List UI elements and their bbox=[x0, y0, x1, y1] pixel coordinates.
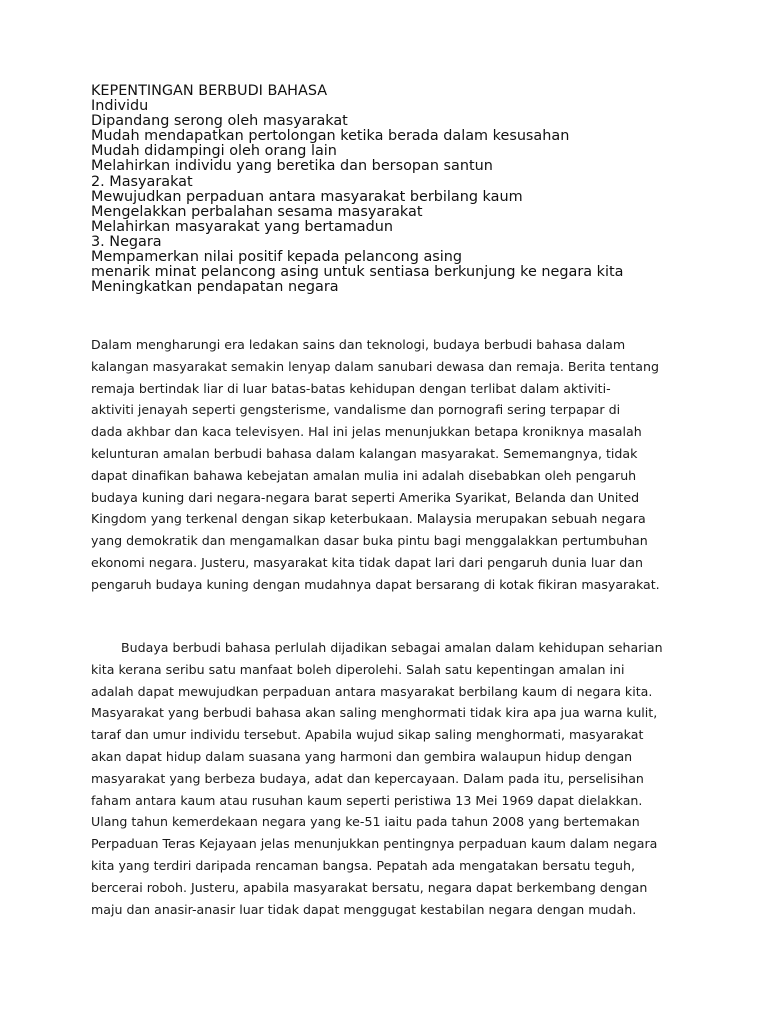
paragraph-line: masyarakat yang berbeza budaya, adat dan kepercayaan. Dalam pada itu, perselisihan bbox=[91, 770, 644, 786]
paragraph-line: ekonomi negara. Justeru, masyarakat kita tidak dapat lari dari pengaruh dunia luar dan bbox=[91, 554, 643, 570]
paragraph-line: Masyarakat yang berbudi bahasa akan saling menghormati tidak kira apa jua warna kulit, bbox=[91, 705, 658, 721]
paragraph-line: bercerai roboh. Justeru, apabila masyarakat bersatu, negara dapat berkembang dengan bbox=[91, 879, 648, 895]
paragraph-line: faham antara kaum atau rusuhan kaum seperti peristiwa 13 Mei 1969 dapat dielakkan. bbox=[91, 792, 643, 808]
paragraph-line: Kingdom yang terkenal dengan sikap keterbukaan. Malaysia merupakan sebuah negara bbox=[91, 511, 646, 527]
paragraph-1 bbox=[91, 334, 671, 596]
outline-line: Individu bbox=[91, 98, 149, 115]
paragraph-line: kita yang terdiri daripada rencaman bangsa. Pepatah ada mengatakan bersatu teguh, bbox=[91, 857, 636, 873]
paragraph-line: budaya kuning dari negara-negara barat seperti Amerika Syarikat, Belanda dan United bbox=[91, 489, 640, 505]
paragraph-line: Dalam mengharungi era ledakan sains dan teknologi, budaya berbudi bahasa dalam bbox=[91, 337, 626, 352]
paragraph-line: Budaya berbudi bahasa perlulah dijadikan sebagai amalan dalam kehidupan seharian bbox=[121, 640, 663, 655]
outline-line: Melahirkan masyarakat yang bertamadun bbox=[91, 218, 393, 235]
paragraph-line: Ulang tahun kemerdekaan negara yang ke-51 iaitu pada tahun 2008 yang bertemakan bbox=[91, 814, 640, 830]
outline-line: Dipandang serong oleh masyarakat bbox=[91, 113, 348, 130]
paragraph-line: remaja bertindak liar di luar batas-batas kehidupan dengan terlibat dalam aktiviti- bbox=[91, 380, 611, 396]
paragraph-line: Perpaduan Teras Kejayaan jelas menunjukkan pentingnya perpaduan kaum dalam negara bbox=[91, 836, 658, 852]
paragraph-line: adalah dapat mewujudkan perpaduan antara masyarakat berbilang kaum di negara kita. bbox=[91, 683, 653, 699]
paragraph-2 bbox=[91, 637, 671, 920]
paragraph-line: dada akhbar dan kaca televisyen. Hal ini jelas menunjukkan betapa kroniknya masalah bbox=[91, 424, 642, 440]
outline-line: menarik minat pelancong asing untuk sentiasa berkunjung ke negara kita bbox=[91, 264, 624, 281]
paragraph-line: yang demokratik dan mengamalkan dasar buka pintu bagi menggalakkan pertumbuhan bbox=[91, 533, 648, 549]
paragraph-line: taraf dan umur individu tersebut. Apabila wujud sikap saling menghormati, masyarakat bbox=[91, 727, 644, 743]
outline-section bbox=[91, 84, 691, 295]
paragraph-line: kalangan masyarakat semakin lenyap dalam sanubari dewasa dan remaja. Berita tentang bbox=[91, 358, 659, 374]
outline-line: Meningkatkan pendapatan negara bbox=[91, 279, 339, 296]
paragraph-line: dapat dinafikan bahawa kebejatan amalan mulia ini adalah disebabkan oleh pengaruh bbox=[91, 467, 637, 483]
paragraph-line: kelunturan amalan berbudi bahasa dalam kalangan masyarakat. Sememangnya, tidak bbox=[91, 445, 638, 461]
paragraph-line: kita kerana seribu satu manfaat boleh diperolehi. Salah satu kepentingan amalan ini bbox=[91, 661, 625, 677]
outline-line: Mempamerkan nilai positif kepada pelancong asing bbox=[91, 249, 463, 266]
paragraph-line: pengaruh budaya kuning dengan mudahnya dapat bersarang di kotak fikiran masyarakat. bbox=[91, 576, 660, 592]
outline-title: KEPENTINGAN BERBUDI BAHASA bbox=[91, 83, 328, 99]
paragraph-line: maju dan anasir-anasir luar tidak dapat menggugat kestabilan negara dengan mudah. bbox=[91, 901, 637, 917]
outline-line: 3. Negara bbox=[91, 233, 162, 250]
outline-line: Mewujudkan perpaduan antara masyarakat berbilang kaum bbox=[91, 188, 523, 205]
outline-line: Mudah didampingi oleh orang lain bbox=[91, 143, 337, 160]
outline-line: 2. Masyarakat bbox=[91, 173, 193, 190]
outline-line: Mengelakkan perbalahan sesama masyarakat bbox=[91, 203, 423, 220]
paragraph-line: aktiviti jenayah seperti gengsterisme, vandalisme dan pornografi sering terpapar di bbox=[91, 402, 621, 418]
outline-line: Mudah mendapatkan pertolongan ketika berada dalam kesusahan bbox=[91, 128, 570, 145]
paragraph-line: akan dapat hidup dalam suasana yang harmoni dan gembira walaupun hidup dengan bbox=[91, 748, 633, 764]
outline-line: Melahirkan individu yang beretika dan bersopan santun bbox=[91, 158, 493, 175]
